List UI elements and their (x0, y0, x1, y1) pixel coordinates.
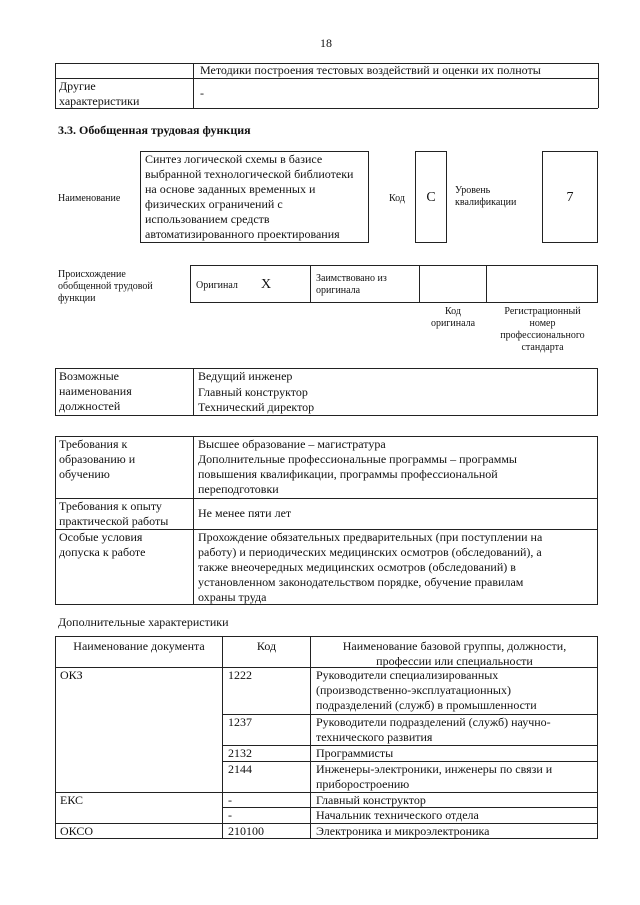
code-original-caption: Код оригинала (430, 306, 476, 329)
conditions-value: Прохождение обязательных предварительных (при поступлении на работу) и периодических медицинских осмотров (обследований), а также внеочередных медицинских осмотров (обследований) в установленном законодательством порядке, обучение правилам охраны труда (198, 530, 543, 604)
row-code: 1237 (228, 715, 252, 729)
reg-number-caption: Регистрационный номер профессионального стандарта (500, 306, 585, 353)
row-code: - (228, 808, 232, 822)
row-name: Руководители специализированных (производственно-эксплуатационных) подразделений (служб) в промышленности (316, 668, 537, 712)
origin-label: Происхождение обобщенной трудовой функции (58, 269, 153, 304)
position-item-2: Главный конструктор (198, 385, 308, 399)
top-table-row1-value: Методики построения тестовых воздействий и оценки их полноты (200, 63, 541, 77)
header-code: Код (256, 639, 277, 653)
experience-value: Не менее пяти лет (198, 506, 292, 520)
borrowed-label: Заимствовано из оригинала (316, 273, 387, 296)
naming-value: Синтез логической схемы в базисе выбранной технологической библиотеки на основе заданных временных и физических ограничений с использованием средств автоматизированного проектирования (145, 152, 354, 241)
original-mark: X (261, 277, 272, 292)
education-value: Высшее образование – магистратура Дополнительные профессиональные программы – программы повышения квалификации, программы профессиональной переподготовки (198, 437, 517, 496)
section-title: 3.3. Обобщенная трудовая функция (58, 123, 251, 137)
level-value: 7 (566, 190, 574, 205)
row-name: Руководители подразделений (служб) научно- технического развития (316, 715, 551, 744)
level-label: Уровень квалификации (455, 185, 517, 208)
code-value: C (426, 190, 436, 205)
code-label: Код (389, 193, 405, 204)
positions-label: Возможные наименования должностей (59, 369, 132, 413)
experience-label: Требования к опыту практической работы (59, 499, 169, 528)
row-name: Электроника и микроэлектроника (316, 824, 490, 838)
header-document: Наименование документа (73, 639, 205, 653)
row-code: 1222 (228, 668, 252, 682)
education-label: Требования к образованию и обучению (59, 437, 136, 481)
row-doc-okso: ОКСО (60, 824, 94, 838)
row-name: Инженеры-электроники, инженеры по связи и приборостроению (316, 762, 553, 791)
header-group-name: Наименование базовой группы, должности, профессии или специальности (342, 639, 567, 668)
page-number: 18 (320, 36, 332, 50)
row-name: Программисты (316, 746, 394, 760)
row-doc-eks: ЕКС (60, 793, 84, 807)
conditions-label: Особые условия допуска к работе (59, 530, 146, 559)
original-label: Оригинал (196, 280, 238, 291)
row-code: 2144 (228, 762, 252, 776)
row-code: 2132 (228, 746, 252, 760)
row-name: Начальник технического отдела (316, 808, 479, 822)
position-item-1: Ведущий инженер (198, 369, 293, 383)
additional-title: Дополнительные характеристики (58, 615, 229, 629)
row-name: Главный конструктор (316, 793, 426, 807)
row-code: 210100 (228, 824, 264, 838)
naming-label: Наименование (58, 193, 121, 204)
row-code: - (228, 793, 232, 807)
top-table-row2-label: Другие характеристики (59, 79, 140, 108)
row-doc-okz: ОКЗ (60, 668, 83, 682)
top-table-row2-value: - (200, 86, 204, 100)
position-item-3: Технический директор (198, 400, 315, 414)
